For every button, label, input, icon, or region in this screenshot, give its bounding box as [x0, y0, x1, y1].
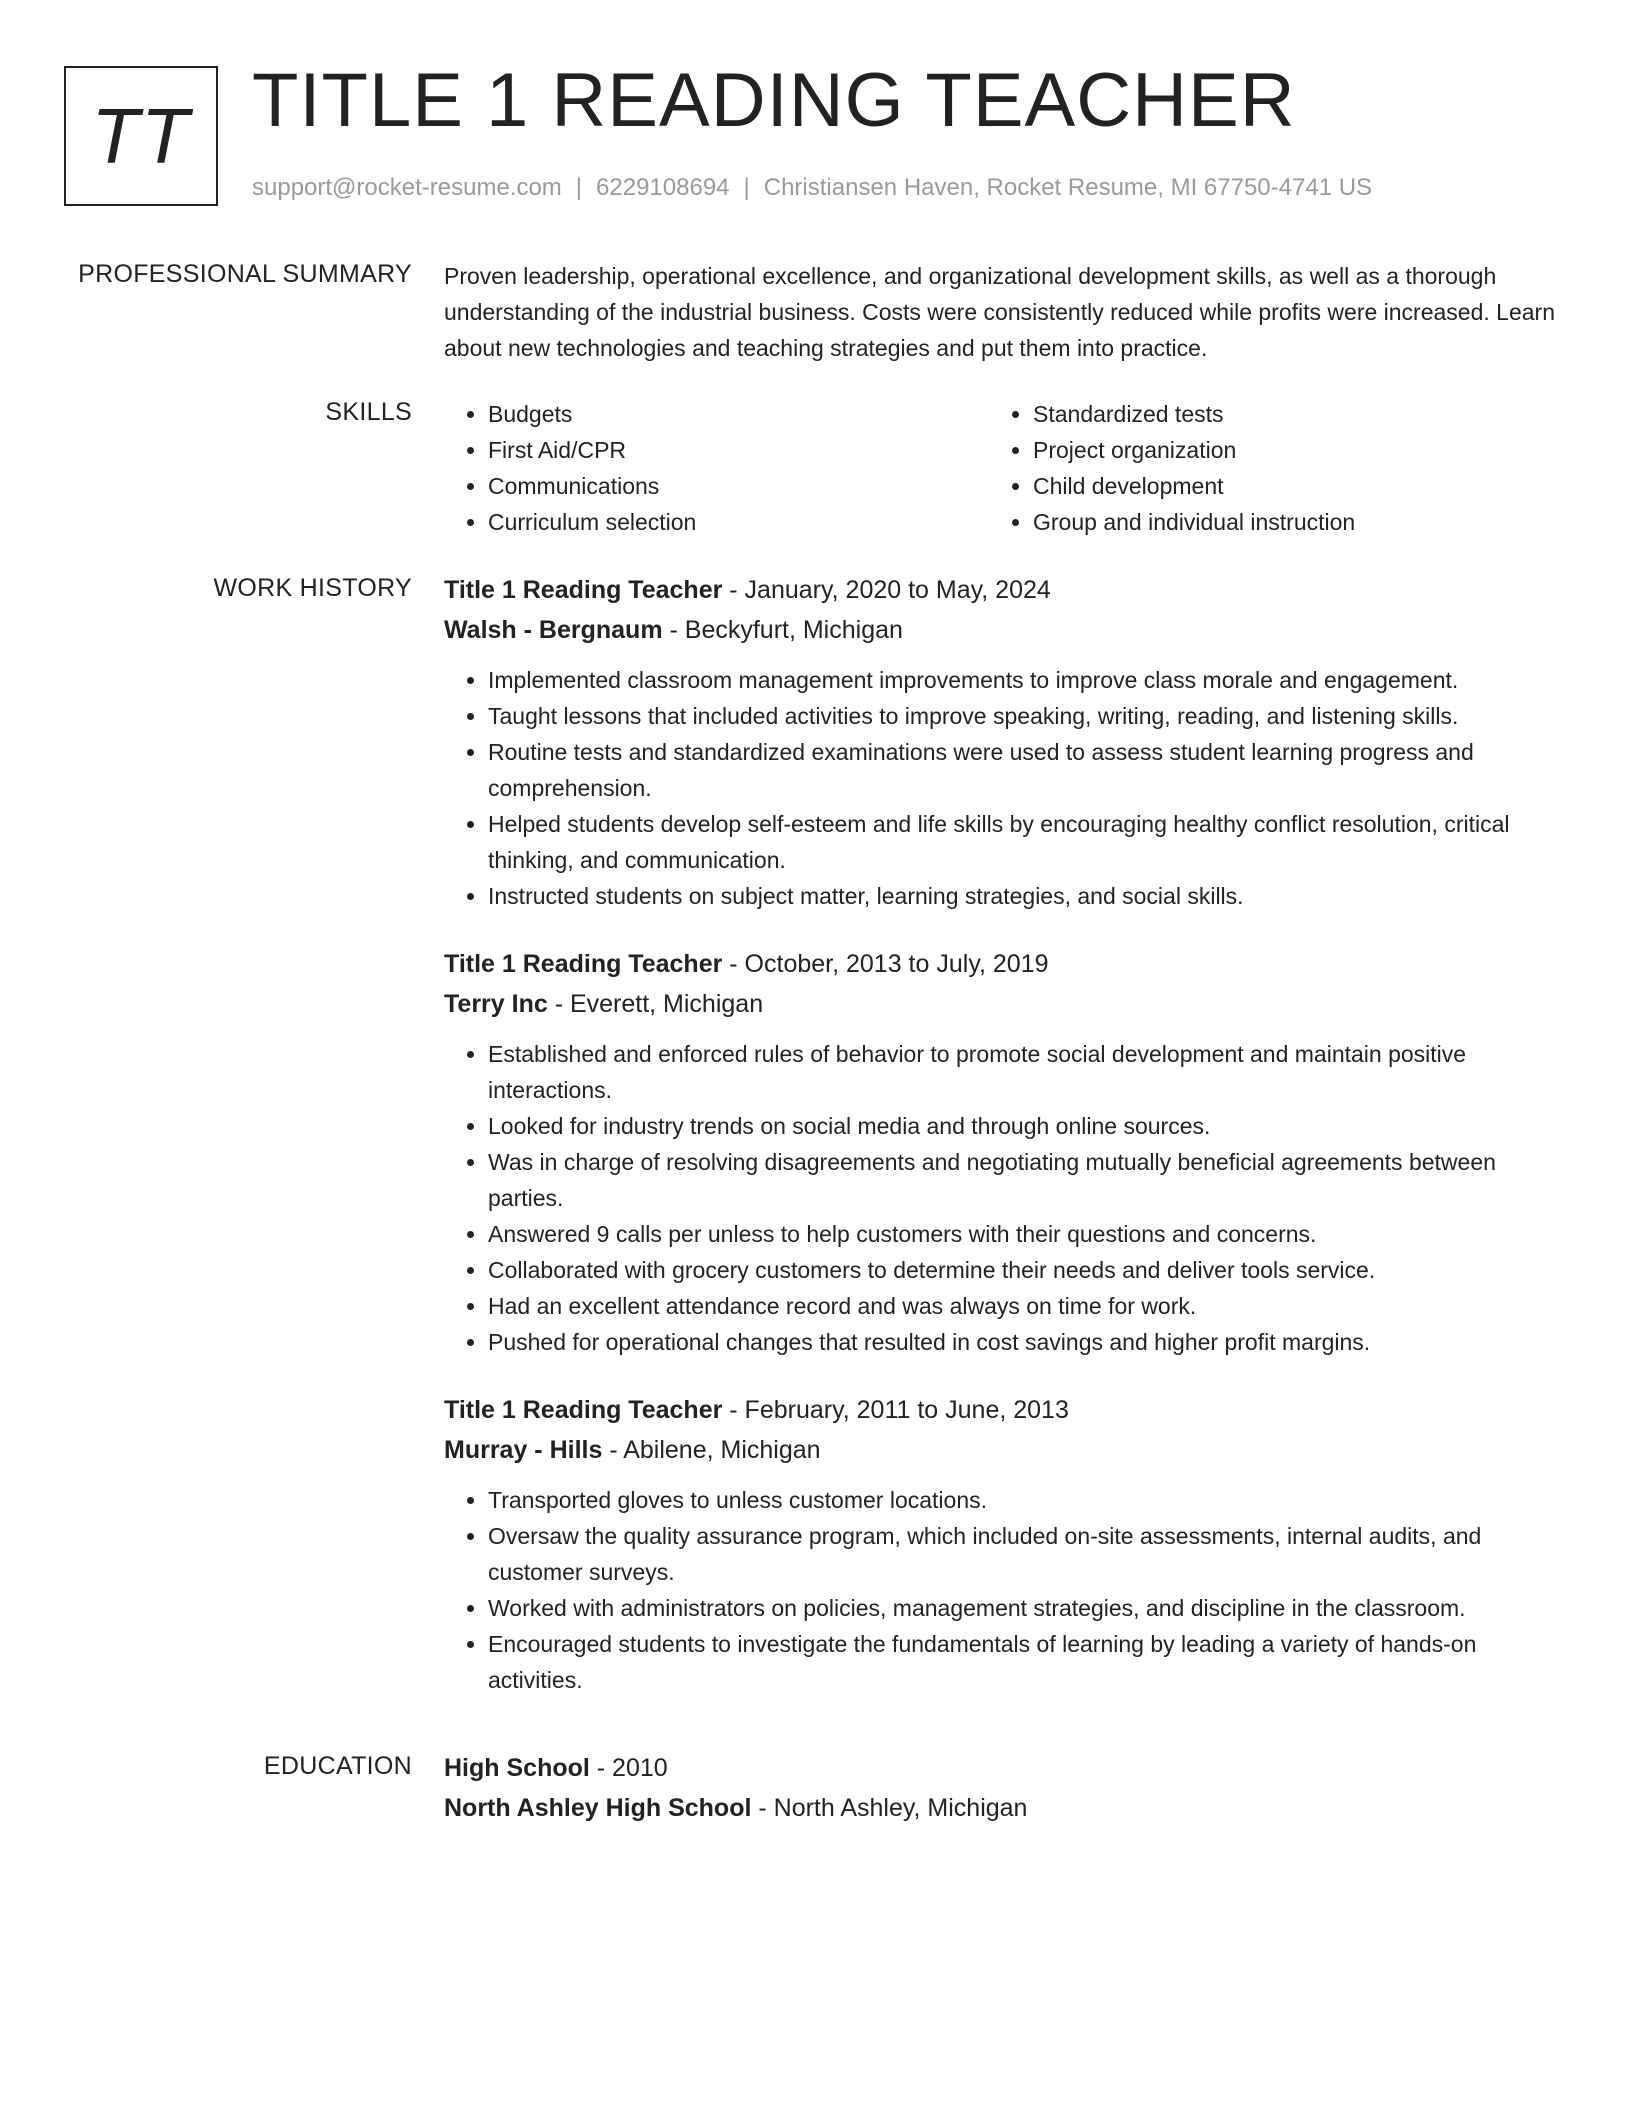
job-title: Title 1 Reading Teacher	[444, 576, 723, 604]
job-bullet: • Pushed for operational changes that resulted in cost savings and higher profit margins.	[488, 1324, 1560, 1360]
job-bullet: • Established and enforced rules of behavior to promote social development and maintain positive interactions.	[488, 1036, 1560, 1108]
education-year: - 2010	[589, 1754, 668, 1782]
education-heading: EDUCATION	[263, 1752, 412, 1780]
job-bullet: • Answered 9 calls per unless to help customers with their questions and concerns.	[488, 1216, 1560, 1252]
job-bullet: • Transported gloves to unless customer locations.	[488, 1482, 1560, 1518]
skills-list-right	[989, 396, 1534, 540]
job-dates: - January, 2020 to May, 2024	[722, 576, 1051, 604]
job-location: - Abilene, Michigan	[602, 1436, 821, 1464]
job-title-line	[444, 570, 1560, 610]
contact-address: Christiansen Haven, Rocket Resume, MI 67750-4741 US	[763, 174, 1373, 201]
education-school: North Ashley High School	[444, 1794, 752, 1822]
job-bullet: • Routine tests and standardized examinations were used to assess student learning progress and comprehension.	[488, 734, 1560, 806]
job-title: Title 1 Reading Teacher	[444, 950, 723, 978]
job-bullet: • Encouraged students to investigate the fundamentals of learning by leading a variety of hands-on activities.	[488, 1626, 1560, 1698]
job-company-line	[444, 984, 1560, 1024]
monogram-initials: TT	[91, 91, 191, 180]
job-bullet: • Collaborated with grocery customers to determine their needs and deliver tools service.	[488, 1252, 1560, 1288]
skill-item: • Standardized tests	[1033, 396, 1534, 432]
work-history-heading: WORK HISTORY	[213, 574, 412, 602]
job-company: Terry Inc	[444, 990, 548, 1018]
skills-list-left	[444, 396, 989, 540]
job-bullet: • Worked with administrators on policies, management strategies, and discipline in the classroom.	[488, 1590, 1560, 1626]
job-bullet: • Helped students develop self-esteem and life skills by encouraging healthy conflict resolution, critical thinking, and communication.	[488, 806, 1560, 878]
monogram-box	[64, 66, 218, 206]
job-location: - Beckyfurt, Michigan	[662, 616, 903, 644]
contact-email: support@rocket-resume.com	[252, 174, 562, 201]
job-dates: - February, 2011 to June, 2013	[722, 1396, 1069, 1424]
education-school-line	[444, 1788, 1560, 1828]
skills-grid	[444, 396, 1560, 540]
job-title-line	[444, 944, 1560, 984]
job-entry	[444, 1390, 1560, 1698]
job-company-line	[444, 1430, 1560, 1470]
job-bullet: • Was in charge of resolving disagreements and negotiating mutually beneficial agreements between parties.	[488, 1144, 1560, 1216]
job-title-line	[444, 1390, 1560, 1430]
skill-item: • Child development	[1033, 468, 1534, 504]
contact-line	[252, 174, 1372, 202]
job-dates: - October, 2013 to July, 2019	[722, 950, 1049, 978]
job-bullet: • Looked for industry trends on social media and through online sources.	[488, 1108, 1560, 1144]
job-company-line	[444, 610, 1560, 650]
education-degree: High School	[444, 1754, 590, 1782]
contact-separator: |	[575, 174, 583, 201]
job-bullet: • Taught lessons that included activities to improve speaking, writing, reading, and listening skills.	[488, 698, 1560, 734]
skill-item: • First Aid/CPR	[488, 432, 989, 468]
summary-heading: PROFESSIONAL SUMMARY	[78, 260, 412, 288]
job-bullet: • Had an excellent attendance record and was always on time for work.	[488, 1288, 1560, 1324]
resume-title: TITLE 1 READING TEACHER	[252, 58, 1296, 143]
skill-item: • Group and individual instruction	[1033, 504, 1534, 540]
skill-item: • Communications	[488, 468, 989, 504]
education-degree-line	[444, 1748, 1560, 1788]
job-entry	[444, 944, 1560, 1360]
summary-text: Proven leadership, operational excellence, and organizational development skills, as well as a thorough understanding of the industrial business. Costs were consistently reduced while profits were increased. Learn about new technologies and teaching strategies and put them into practice.	[444, 263, 1555, 361]
skill-item: • Project organization	[1033, 432, 1534, 468]
skill-item: • Budgets	[488, 396, 989, 432]
job-entry	[444, 570, 1560, 914]
job-title: Title 1 Reading Teacher	[444, 1396, 723, 1424]
contact-separator: |	[743, 174, 750, 201]
job-bullets	[444, 1036, 1560, 1360]
education-location: - North Ashley, Michigan	[751, 1794, 1028, 1822]
job-bullet: • Oversaw the quality assurance program, which included on-site assessments, internal audits, and customer surveys.	[488, 1518, 1560, 1590]
job-company: Murray - Hills	[444, 1436, 603, 1464]
job-location: - Everett, Michigan	[547, 990, 764, 1018]
job-bullets	[444, 662, 1560, 914]
skill-item: • Curriculum selection	[488, 504, 989, 540]
contact-phone: 6229108694	[596, 174, 730, 201]
job-bullets	[444, 1482, 1560, 1698]
job-company: Walsh - Bergnaum	[444, 616, 663, 644]
skills-heading: SKILLS	[325, 398, 412, 426]
job-bullet: • Implemented classroom management improvements to improve class morale and engagement.	[488, 662, 1560, 698]
job-bullet: • Instructed students on subject matter, learning strategies, and social skills.	[488, 878, 1560, 914]
